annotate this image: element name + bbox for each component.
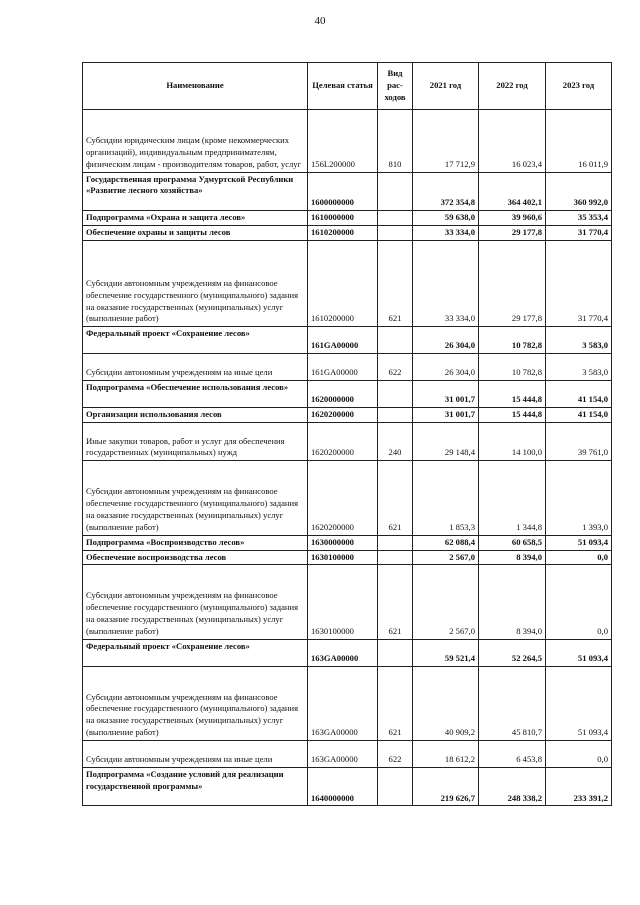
header-name: Наименование bbox=[83, 63, 308, 110]
cell-2023: 1 393,0 bbox=[546, 461, 612, 535]
cell-target-article: 161GA00000 bbox=[308, 354, 378, 381]
cell-2023: 51 093,4 bbox=[546, 535, 612, 550]
table-row bbox=[83, 666, 612, 740]
budget-table bbox=[82, 62, 612, 806]
cell-target-article: 163GA00000 bbox=[308, 639, 378, 666]
cell-2021: 219 626,7 bbox=[413, 767, 479, 806]
cell-expense-kind bbox=[378, 535, 413, 550]
cell-2023: 360 992,0 bbox=[546, 172, 612, 211]
cell-2021: 31 001,7 bbox=[413, 407, 479, 422]
table-row bbox=[83, 639, 612, 666]
cell-2023: 41 154,0 bbox=[546, 407, 612, 422]
cell-name: Субсидии автономным учреждениям на финансовое обеспечение государственного (муниципального) задания на оказание государственных (муниципальных) услуг (выполнение работ) bbox=[83, 240, 308, 326]
cell-2021: 31 001,7 bbox=[413, 380, 479, 407]
cell-2022: 52 264,5 bbox=[479, 639, 546, 666]
cell-expense-kind bbox=[378, 226, 413, 241]
cell-name: Государственная программа Удмуртской Республики «Развитие лесного хозяйства» bbox=[83, 172, 308, 211]
cell-expense-kind: 810 bbox=[378, 110, 413, 173]
cell-2022: 248 338,2 bbox=[479, 767, 546, 806]
cell-2022: 15 444,8 bbox=[479, 407, 546, 422]
cell-2023: 0,0 bbox=[546, 565, 612, 639]
table-body bbox=[83, 110, 612, 806]
cell-name: Федеральный проект «Сохранение лесов» bbox=[83, 327, 308, 354]
cell-target-article: 1640000000 bbox=[308, 767, 378, 806]
table-row bbox=[83, 354, 612, 381]
cell-2021: 33 334,0 bbox=[413, 226, 479, 241]
cell-name: Подпрограмма «Создание условий для реализации государственной программы» bbox=[83, 767, 308, 806]
table-row bbox=[83, 461, 612, 535]
header-kind: Вид рас-ходов bbox=[378, 63, 413, 110]
cell-name: Обеспечение охраны и защиты лесов bbox=[83, 226, 308, 241]
cell-target-article: 1610000000 bbox=[308, 211, 378, 226]
cell-2021: 2 567,0 bbox=[413, 550, 479, 565]
cell-target-article: 1610200000 bbox=[308, 226, 378, 241]
cell-2023: 3 583,0 bbox=[546, 354, 612, 381]
cell-name: Субсидии юридическим лицам (кроме некоммерческих организаций), индивидуальным предпринимателям, физическим лицам - производителям товаров, работ, услуг bbox=[83, 110, 308, 173]
cell-2021: 59 521,4 bbox=[413, 639, 479, 666]
cell-2022: 1 344,8 bbox=[479, 461, 546, 535]
cell-2021: 29 148,4 bbox=[413, 422, 479, 461]
header-row bbox=[83, 63, 612, 110]
table-row bbox=[83, 110, 612, 173]
cell-2023: 0,0 bbox=[546, 740, 612, 767]
cell-target-article: 1620200000 bbox=[308, 461, 378, 535]
cell-2022: 10 782,8 bbox=[479, 327, 546, 354]
cell-expense-kind: 621 bbox=[378, 461, 413, 535]
cell-2021: 372 354,8 bbox=[413, 172, 479, 211]
cell-2021: 26 304,0 bbox=[413, 354, 479, 381]
cell-name: Иные закупки товаров, работ и услуг для обеспечения государственных (муниципальных) нужд bbox=[83, 422, 308, 461]
cell-2021: 62 088,4 bbox=[413, 535, 479, 550]
cell-name: Субсидии автономным учреждениям на финансовое обеспечение государственного (муниципального) задания на оказание государственных (муниципальных) услуг (выполнение работ) bbox=[83, 461, 308, 535]
cell-2022: 60 658,5 bbox=[479, 535, 546, 550]
cell-2023: 16 011,9 bbox=[546, 110, 612, 173]
cell-2022: 15 444,8 bbox=[479, 380, 546, 407]
cell-2023: 233 391,2 bbox=[546, 767, 612, 806]
cell-expense-kind: 621 bbox=[378, 666, 413, 740]
cell-expense-kind bbox=[378, 211, 413, 226]
cell-target-article: 1630100000 bbox=[308, 550, 378, 565]
cell-expense-kind bbox=[378, 380, 413, 407]
cell-2021: 59 638,0 bbox=[413, 211, 479, 226]
cell-name: Подпрограмма «Охрана и защита лесов» bbox=[83, 211, 308, 226]
cell-2023: 41 154,0 bbox=[546, 380, 612, 407]
cell-2022: 364 402,1 bbox=[479, 172, 546, 211]
cell-target-article: 156L200000 bbox=[308, 110, 378, 173]
cell-target-article: 1620200000 bbox=[308, 407, 378, 422]
cell-2023: 31 770,4 bbox=[546, 240, 612, 326]
cell-expense-kind bbox=[378, 550, 413, 565]
cell-2021: 2 567,0 bbox=[413, 565, 479, 639]
table-row bbox=[83, 380, 612, 407]
table-row bbox=[83, 172, 612, 211]
cell-expense-kind: 240 bbox=[378, 422, 413, 461]
cell-expense-kind bbox=[378, 172, 413, 211]
cell-name: Субсидии автономным учреждениям на иные цели bbox=[83, 354, 308, 381]
table-row bbox=[83, 211, 612, 226]
cell-2022: 8 394,0 bbox=[479, 550, 546, 565]
cell-name: Субсидии автономным учреждениям на финансовое обеспечение государственного (муниципального) задания на оказание государственных (муниципальных) услуг (выполнение работ) bbox=[83, 565, 308, 639]
cell-2021: 33 334,0 bbox=[413, 240, 479, 326]
table-row bbox=[83, 740, 612, 767]
cell-2021: 26 304,0 bbox=[413, 327, 479, 354]
cell-2022: 29 177,8 bbox=[479, 240, 546, 326]
cell-expense-kind bbox=[378, 639, 413, 666]
cell-2022: 8 394,0 bbox=[479, 565, 546, 639]
cell-name: Субсидии автономным учреждениям на финансовое обеспечение государственного (муниципального) задания на оказание государственных (муниципальных) услуг (выполнение работ) bbox=[83, 666, 308, 740]
page-number: 40 bbox=[314, 15, 326, 27]
table-row bbox=[83, 550, 612, 565]
cell-name: Обеспечение воспроизводства лесов bbox=[83, 550, 308, 565]
cell-expense-kind: 622 bbox=[378, 354, 413, 381]
table-row bbox=[83, 767, 612, 806]
cell-2023: 51 093,4 bbox=[546, 666, 612, 740]
cell-target-article: 161GA00000 bbox=[308, 327, 378, 354]
cell-expense-kind bbox=[378, 767, 413, 806]
cell-2022: 6 453,8 bbox=[479, 740, 546, 767]
table-row bbox=[83, 535, 612, 550]
cell-name: Подпрограмма «Воспроизводство лесов» bbox=[83, 535, 308, 550]
cell-2022: 39 960,6 bbox=[479, 211, 546, 226]
table-row bbox=[83, 327, 612, 354]
cell-2022: 14 100,0 bbox=[479, 422, 546, 461]
cell-2022: 16 023,4 bbox=[479, 110, 546, 173]
header-2021: 2021 год bbox=[413, 63, 479, 110]
cell-2023: 0,0 bbox=[546, 550, 612, 565]
cell-name: Подпрограмма «Обеспечение использования лесов» bbox=[83, 380, 308, 407]
cell-expense-kind: 622 bbox=[378, 740, 413, 767]
cell-2023: 3 583,0 bbox=[546, 327, 612, 354]
table-row bbox=[83, 407, 612, 422]
cell-2023: 39 761,0 bbox=[546, 422, 612, 461]
cell-target-article: 1620200000 bbox=[308, 422, 378, 461]
cell-name: Федеральный проект «Сохранение лесов» bbox=[83, 639, 308, 666]
table-row bbox=[83, 240, 612, 326]
cell-target-article: 1600000000 bbox=[308, 172, 378, 211]
cell-2022: 29 177,8 bbox=[479, 226, 546, 241]
cell-target-article: 163GA00000 bbox=[308, 666, 378, 740]
table-row bbox=[83, 565, 612, 639]
cell-2021: 1 853,3 bbox=[413, 461, 479, 535]
cell-name: Организация использования лесов bbox=[83, 407, 308, 422]
header-2022: 2022 год bbox=[479, 63, 546, 110]
cell-target-article: 1610200000 bbox=[308, 240, 378, 326]
table-row bbox=[83, 226, 612, 241]
cell-target-article: 1630000000 bbox=[308, 535, 378, 550]
cell-name: Субсидии автономным учреждениям на иные цели bbox=[83, 740, 308, 767]
header-2023: 2023 год bbox=[546, 63, 612, 110]
cell-2021: 40 909,2 bbox=[413, 666, 479, 740]
cell-expense-kind bbox=[378, 407, 413, 422]
cell-expense-kind bbox=[378, 327, 413, 354]
cell-target-article: 163GA00000 bbox=[308, 740, 378, 767]
cell-2023: 31 770,4 bbox=[546, 226, 612, 241]
table-row bbox=[83, 422, 612, 461]
cell-2023: 35 353,4 bbox=[546, 211, 612, 226]
cell-2023: 51 093,4 bbox=[546, 639, 612, 666]
cell-target-article: 1630100000 bbox=[308, 565, 378, 639]
header-article: Целевая статья bbox=[308, 63, 378, 110]
cell-2022: 10 782,8 bbox=[479, 354, 546, 381]
cell-2022: 45 810,7 bbox=[479, 666, 546, 740]
cell-2021: 17 712,9 bbox=[413, 110, 479, 173]
cell-expense-kind: 621 bbox=[378, 565, 413, 639]
cell-target-article: 1620000000 bbox=[308, 380, 378, 407]
cell-2021: 18 612,2 bbox=[413, 740, 479, 767]
cell-expense-kind: 621 bbox=[378, 240, 413, 326]
